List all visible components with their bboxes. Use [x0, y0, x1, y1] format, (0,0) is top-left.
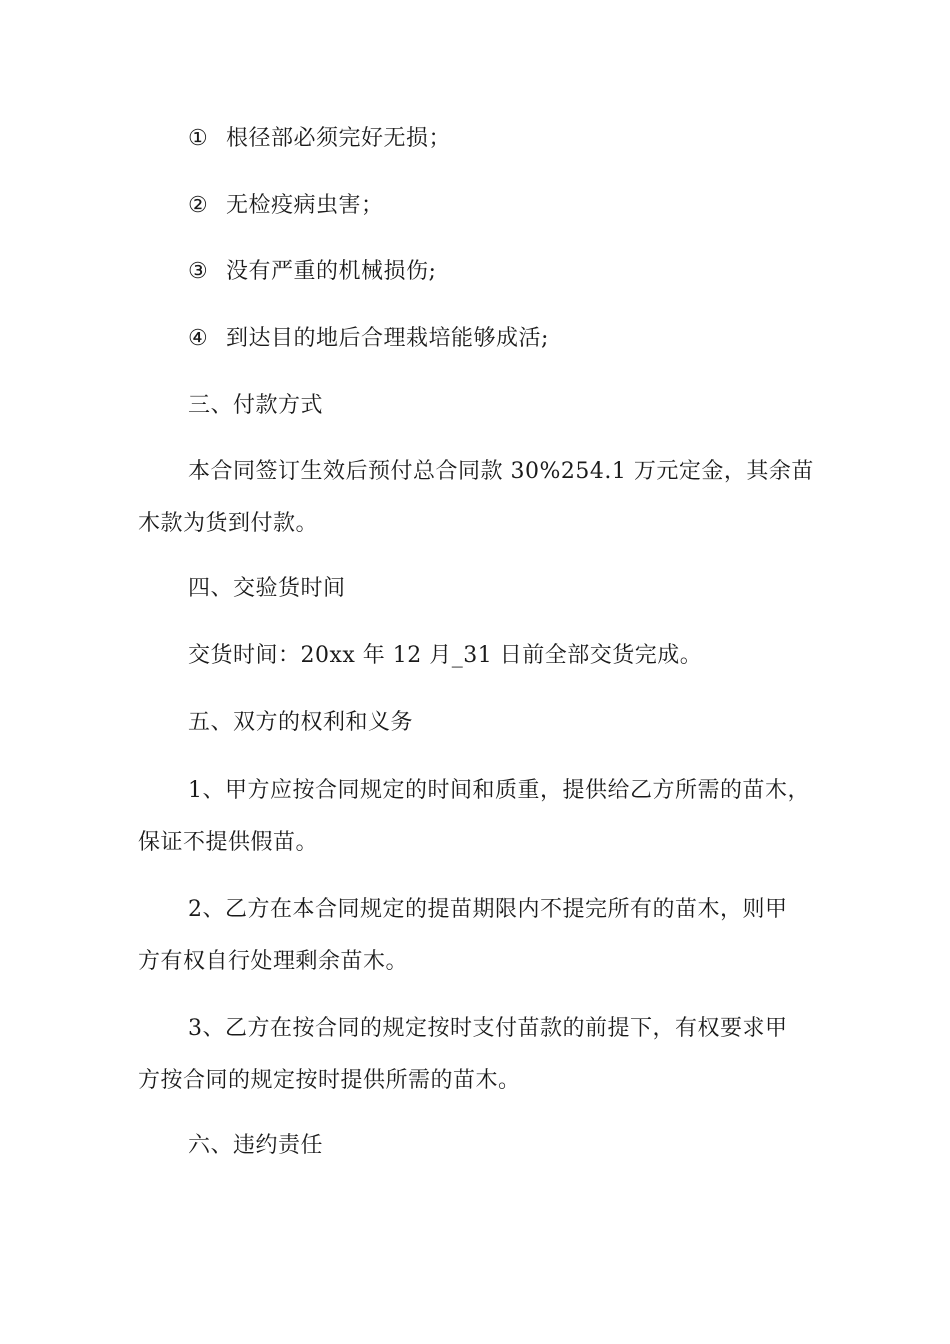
item-marker: ④	[188, 326, 209, 351]
rights-clause-2-line-1: 2、乙方在本合同规定的提苗期限内不提完所有的苗木，则甲	[188, 897, 788, 922]
rights-clause-3-line-1: 3、乙方在按合同的规定按时支付苗款的前提下，有权要求甲	[188, 1016, 788, 1041]
payment-text-line-1: 本合同签订生效后预付总合同款 30%254.1 万元定金，其余苗	[188, 459, 814, 484]
rights-heading: 五、双方的权利和义务	[188, 710, 414, 735]
payment-heading: 三、付款方式	[188, 393, 324, 418]
item-marker: ③	[188, 259, 209, 284]
rights-clause-1-line-2: 保证不提供假苗。	[138, 830, 319, 855]
requirement-item-3	[188, 257, 436, 287]
requirement-item-1	[188, 124, 451, 154]
item-text: 根径部必须完好无损；	[226, 126, 452, 151]
item-marker: ②	[188, 193, 209, 218]
item-text: 到达目的地后合理栽培能够成活;	[226, 326, 549, 351]
item-text: 没有严重的机械损伤;	[226, 259, 437, 284]
payment-text-line-2: 木款为货到付款。	[138, 511, 319, 536]
requirement-item-4	[188, 324, 549, 354]
rights-clause-1-line-1: 1、甲方应按合同规定的时间和质重，提供给乙方所需的苗木，	[188, 778, 810, 803]
item-marker: ①	[188, 126, 209, 151]
rights-clause-2-line-2: 方有权自行处理剩余苗木。	[138, 949, 409, 974]
delivery-text: 交货时间：20xx 年 12 月_31 日前全部交货完成。	[188, 643, 703, 668]
liability-heading: 六、违约责任	[188, 1133, 324, 1158]
rights-clause-3-line-2: 方按合同的规定按时提供所需的苗木。	[138, 1068, 521, 1093]
item-text: 无检疫病虫害；	[226, 193, 384, 218]
requirement-item-2	[188, 191, 384, 221]
delivery-heading: 四、交验货时间	[188, 576, 346, 601]
